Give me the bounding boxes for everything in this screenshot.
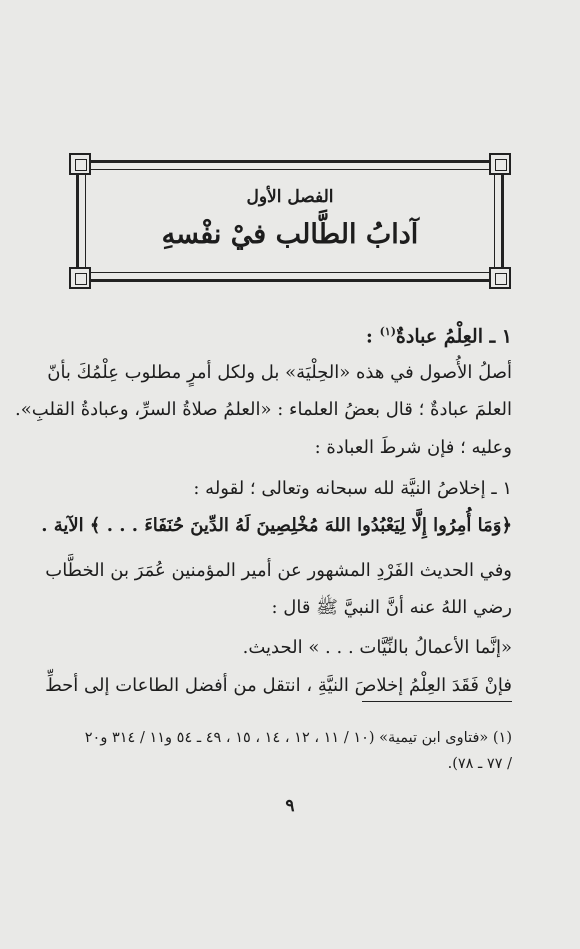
frame-corner-ornament [489,267,511,289]
page-number: ٩ [285,796,295,816]
section-heading-text: ١ ـ العِلْمُ عبادةٌ [395,325,512,348]
section-heading [366,320,512,348]
body-line-9: فإنْ فَقَدَ العِلْمُ إخلاصَ النيَّةِ ، انتقل من أفضل الطاعات إلى أحطِّ [45,675,512,696]
footnote-line-1: (١) «فتاوى ابن تيمية» (١٠ / ١١ ، ١٢ ، ١٤ ، ١٥ ، ٤٩ ـ ٥٤ و١١ / ٣١٤ و٢٠ [84,730,512,746]
body-line-6: وفي الحديث الفَرْدِ المشهور عن أمير المؤمنين عُمَرَ بن الخطَّاب [45,560,512,581]
body-line-2: العلمَ عبادةٌ ؛ قال بعضُ العلماء : «العلمُ صلاةُ السرِّ، وعبادةُ القلبِ». [15,399,512,420]
footnote-marker: (١) [379,325,396,338]
body-line-1: أصلُ الأُصول في هذه «الحِلْيَة» بل ولكل أمرٍ مطلوب عِلْمُكَ بأنّ [47,362,512,383]
frame-corner-ornament [489,153,511,175]
chapter-label: الفصل الأول [246,187,334,207]
hadith-quote: «إنَّما الأعمالُ بالنِّيَّات . . . » الحديث. [242,637,512,658]
quran-verse: ﴿وَمَا أُمِرُوا إِلَّا لِيَعْبُدُوا اللهَ مُخْلِصِينَ لَهُ الدِّينَ حُنَفَاءَ . . . ﴾ الآية . [41,515,512,536]
frame-corner-ornament [69,153,91,175]
bleed-through [95,85,510,100]
chapter-frame [76,160,504,282]
frame-corner-ornament [69,267,91,289]
body-line-4: ١ ـ إخلاصُ النيَّة لله سبحانه وتعالى ؛ لقوله : [193,478,512,499]
chapter-title: آدابُ الطَّالب فيْ نفْسهِ [161,219,419,250]
footnote-separator [362,701,512,702]
body-line-3: وعليه ؛ فإن شرطَ العبادة : [314,437,512,458]
section-heading-colon: : [365,325,373,348]
body-line-7: رضي اللهُ عنه أنَّ النبيَّ ﷺ قال : [271,597,512,618]
footnote-line-2: / ٧٧ ـ ٧٨). [447,756,512,772]
